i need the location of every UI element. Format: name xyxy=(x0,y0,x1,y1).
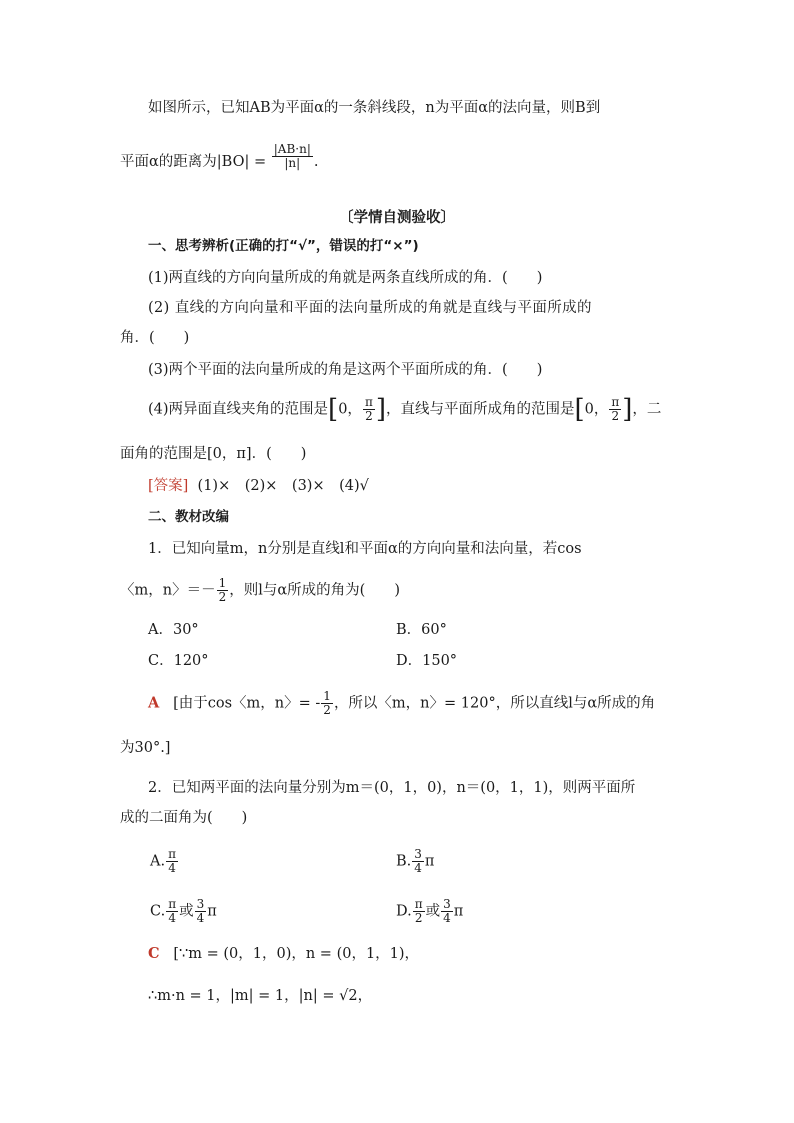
exercise-1-line-2 xyxy=(120,577,400,604)
frac-num: π xyxy=(168,847,176,861)
three-over-4 xyxy=(441,898,453,925)
distance-fraction xyxy=(272,143,313,170)
fraction-numerator: |AB·n| xyxy=(273,141,311,156)
opt-label: D. xyxy=(396,903,412,920)
q4-text-3: ，二 xyxy=(632,401,662,418)
frac-num: 1 xyxy=(218,576,227,590)
ex1-option-d: D．150° xyxy=(396,653,458,669)
bracket-left: [ xyxy=(328,394,339,425)
pi-over-2 xyxy=(413,898,425,925)
or-word: 或 xyxy=(179,903,194,920)
exercise-2-line-1: 2．已知两平面的法向量分别为m＝(0，1，0)，n＝(0，1，1)，则两平面所 xyxy=(148,780,636,796)
ex1-answer-suffix: ，所以〈m，n〉= 120°，所以直线l与α所成的角 xyxy=(333,695,656,712)
opt-label: C. xyxy=(150,903,166,920)
q4-text-2: ，直线与平面所成角的范围是 xyxy=(385,401,575,418)
three-over-4 xyxy=(195,898,207,925)
answer-label: [答案] xyxy=(148,478,189,494)
ex1-prefix: 〈m，n〉＝－ xyxy=(120,582,216,599)
question-3: (3)两个平面的法向量所成的角是这两个平面所成的角．( ) xyxy=(148,362,543,378)
pi-symbol: π xyxy=(453,903,464,920)
pi-over-4 xyxy=(166,898,178,925)
intro-distance-label: 平面α的距离为|BO| = xyxy=(120,154,267,170)
frac-num: 3 xyxy=(414,847,422,861)
pi-over-2-fraction xyxy=(363,396,375,423)
answer-line xyxy=(148,476,369,496)
ex1-answer-letter: A xyxy=(148,694,160,712)
ex1-answer-line xyxy=(148,690,655,717)
frac-den: 4 xyxy=(443,911,451,925)
ex1-option-c: C．120° xyxy=(148,653,209,669)
frac-num: π xyxy=(168,897,177,911)
frac-num: 3 xyxy=(196,897,205,911)
half-fraction-answer xyxy=(321,690,333,717)
bracket-left-2: [ xyxy=(574,394,585,425)
question-1: (1)两直线的方向向量所成的角就是两条直线所成的角．( ) xyxy=(148,270,543,286)
question-4-line-1 xyxy=(148,396,661,423)
frac-num: π xyxy=(364,395,373,409)
frac-den: 4 xyxy=(196,911,205,925)
frac-den: 4 xyxy=(414,861,422,875)
exercise-2-line-2: 成的二面角为( ) xyxy=(120,810,248,826)
bracket-right: ] xyxy=(375,394,386,425)
range-start-2: 0， xyxy=(584,401,609,418)
question-4-line-2: 面角的范围是[0，π]．( ) xyxy=(120,446,307,462)
part2-heading: 二、教材改编 xyxy=(148,509,229,525)
frac-num: 1 xyxy=(323,689,331,703)
three-over-4 xyxy=(412,848,424,875)
frac-den: 2 xyxy=(414,911,423,925)
ex2-option-c xyxy=(150,898,217,925)
ex2-answer-text-1: [∵m = (0，1，0)，n = (0，1，1)， xyxy=(173,946,420,962)
frac-num: π xyxy=(414,897,423,911)
frac-num: 3 xyxy=(443,897,451,911)
frac-den: 2 xyxy=(611,409,620,423)
half-fraction xyxy=(217,577,229,604)
frac-den: 4 xyxy=(168,861,176,875)
part1-heading: 一、思考辨析(正确的打“√”，错误的打“×”) xyxy=(148,238,419,254)
opt-label: A. xyxy=(150,853,166,870)
ex1-answer-prefix: [由于cos〈m，n〉= - xyxy=(173,695,321,712)
ex1-suffix: ，则l与α所成的角为( ) xyxy=(229,582,400,599)
ex1-option-b: B．60° xyxy=(396,622,447,638)
section-title: 〔学情自测验收〕 xyxy=(339,210,455,226)
fraction-denominator: |n| xyxy=(284,155,301,170)
range-start-1: 0， xyxy=(338,401,362,418)
pi-over-4 xyxy=(166,848,178,875)
pi-over-2-fraction-2 xyxy=(609,396,621,423)
intro-line-2: 平面α的距离为|BO| = $\frac{|AB\cdot n|}{|n|}$ . xyxy=(120,141,319,170)
ex2-option-a xyxy=(150,848,179,875)
answer-text: (1)× (2)× (3)× (4)√ xyxy=(197,478,369,494)
question-2-line-1: (2) 直线的方向向量和平面的法向量所成的角就是直线与平面所成的 xyxy=(148,300,592,316)
q4-text-1: (4)两异面直线夹角的范围是 xyxy=(148,401,329,418)
pi-symbol: π xyxy=(424,853,435,870)
ex2-option-b xyxy=(396,848,434,875)
ex1-option-a: A．30° xyxy=(148,622,199,638)
intro-line-1: 如图所示，已知AB为平面α的一条斜线段，n为平面α的法向量，则B到 xyxy=(148,100,601,116)
or-word: 或 xyxy=(425,903,441,920)
frac-num: π xyxy=(611,395,620,409)
ex2-answer-letter: C xyxy=(148,945,160,962)
ex2-answer-line-2: ∴m·n = 1，|m| = 1，|n| = √2， xyxy=(148,988,373,1004)
ex2-answer-line-1 xyxy=(148,944,419,964)
pi-symbol: π xyxy=(207,903,217,920)
frac-den: 2 xyxy=(323,703,331,717)
frac-den: 2 xyxy=(218,590,227,604)
ex2-option-d xyxy=(396,898,463,925)
ex1-answer-end: 为30°.] xyxy=(120,740,171,756)
question-2-line-2: 角．( ) xyxy=(120,330,190,346)
frac-den: 2 xyxy=(365,409,373,423)
bracket-right-2: ] xyxy=(622,394,633,425)
frac-den: 4 xyxy=(168,911,176,925)
opt-label: B. xyxy=(396,853,412,870)
exercise-1-line-1: 1．已知向量m，n分别是直线l和平面α的方向向量和法向量，若cos xyxy=(148,541,582,557)
